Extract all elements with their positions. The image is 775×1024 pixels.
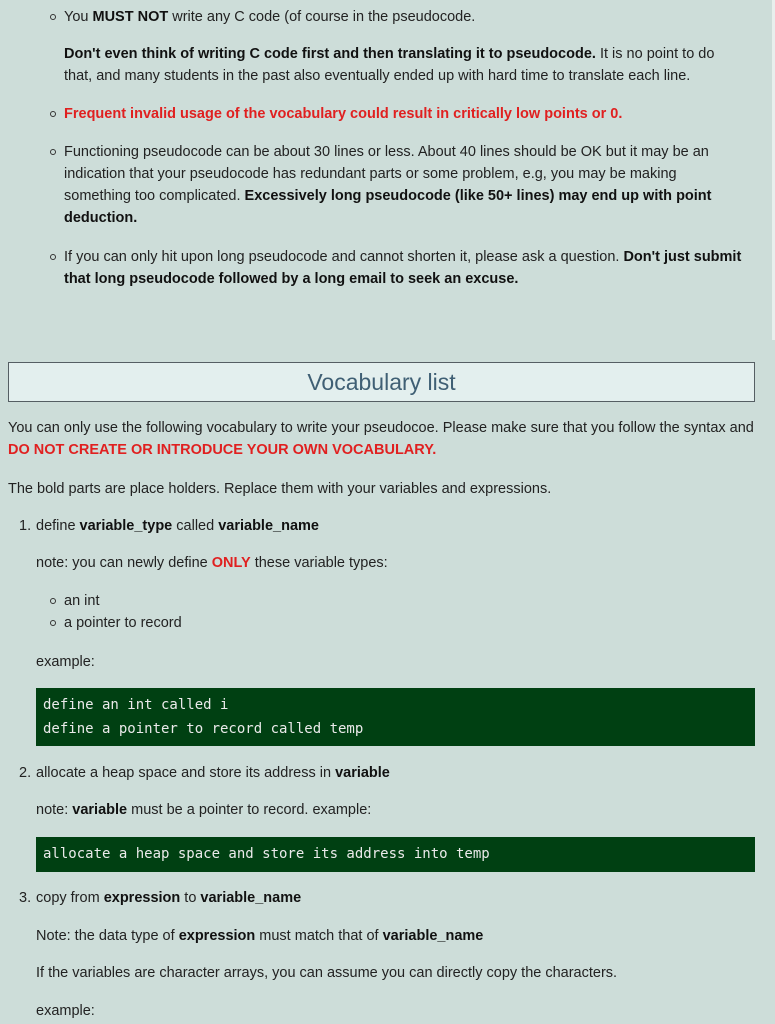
- item-3-syntax: copy from expression to variable_name: [36, 890, 302, 906]
- vocabulary-intro: You can only use the following vocabulary to write your pseudocoe. Please make sure that you follow the syntax and DO NOT CREATE OR INTRODUCE YOUR OWN VOCABULARY.: [8, 420, 754, 458]
- code-line: define an int called i: [43, 697, 229, 713]
- code-line: define a pointer to record called temp: [43, 721, 364, 737]
- type-pointer-to-record: a pointer to record: [64, 615, 182, 631]
- item-2-syntax: allocate a heap space and store its address in variable: [36, 765, 390, 781]
- item-2-code-block: [36, 837, 755, 872]
- item-3-number: 3.: [19, 890, 32, 906]
- item-2-number: 2.: [19, 765, 32, 781]
- type-an-int: an int: [64, 593, 100, 609]
- placeholder-note: The bold parts are place holders. Replace them with your variables and expressions.: [8, 481, 552, 497]
- rule-line-count: Functioning pseudocode can be about 30 lines or less. About 40 lines should be OK but it may be an indication that your pseudocode has redundant parts or some problem, e.g, you may be making something too complicated. Excessively long pseudocode (like 50+ lines) may end up with point deduction.: [64, 141, 744, 229]
- item-3-example-label: example:: [36, 1003, 95, 1019]
- item-1-code-block: [36, 688, 755, 746]
- item-1-number: 1.: [19, 518, 32, 534]
- vocabulary-title: Vocabulary list: [307, 369, 456, 395]
- rule-invalid-vocab: Frequent invalid usage of the vocabulary could result in critically low points or 0.: [64, 103, 744, 125]
- item-3-char-note: If the variables are character arrays, you can assume you can directly copy the characters.: [36, 965, 618, 981]
- rule-no-translation-para: Don't even think of writing C code first and then translating it to pseudocode. It is no point to do that, and many students in the past also eventually ended up with hard time to translate each line.: [64, 46, 715, 84]
- item-1-syntax: define variable_type called variable_name: [36, 518, 319, 534]
- item-3-note: Note: the data type of expression must match that of variable_name: [36, 928, 484, 944]
- item-2-note: note: variable must be a pointer to record. example:: [36, 802, 372, 818]
- item-1-example-label: example:: [36, 654, 95, 670]
- code-line: allocate a heap space and store its address into temp: [43, 846, 490, 862]
- rule-must-not-write-c: You MUST NOT write any C code (of course in the pseudocode.: [64, 6, 744, 28]
- bullet-icon: [50, 111, 56, 117]
- rule-long-pseudocode: If you can only hit upon long pseudocode and cannot shorten it, please ask a question. Don't just submit that long pseudocode followed by a long email to seek an excuse.: [64, 246, 744, 290]
- bullet-icon: [50, 14, 56, 20]
- bullet-icon: [50, 620, 56, 626]
- bullet-icon: [50, 254, 56, 260]
- item-1-note: note: you can newly define ONLY these variable types:: [36, 555, 388, 571]
- bullet-icon: [50, 598, 56, 604]
- vocabulary-heading-box: [8, 362, 755, 402]
- bullet-icon: [50, 149, 56, 155]
